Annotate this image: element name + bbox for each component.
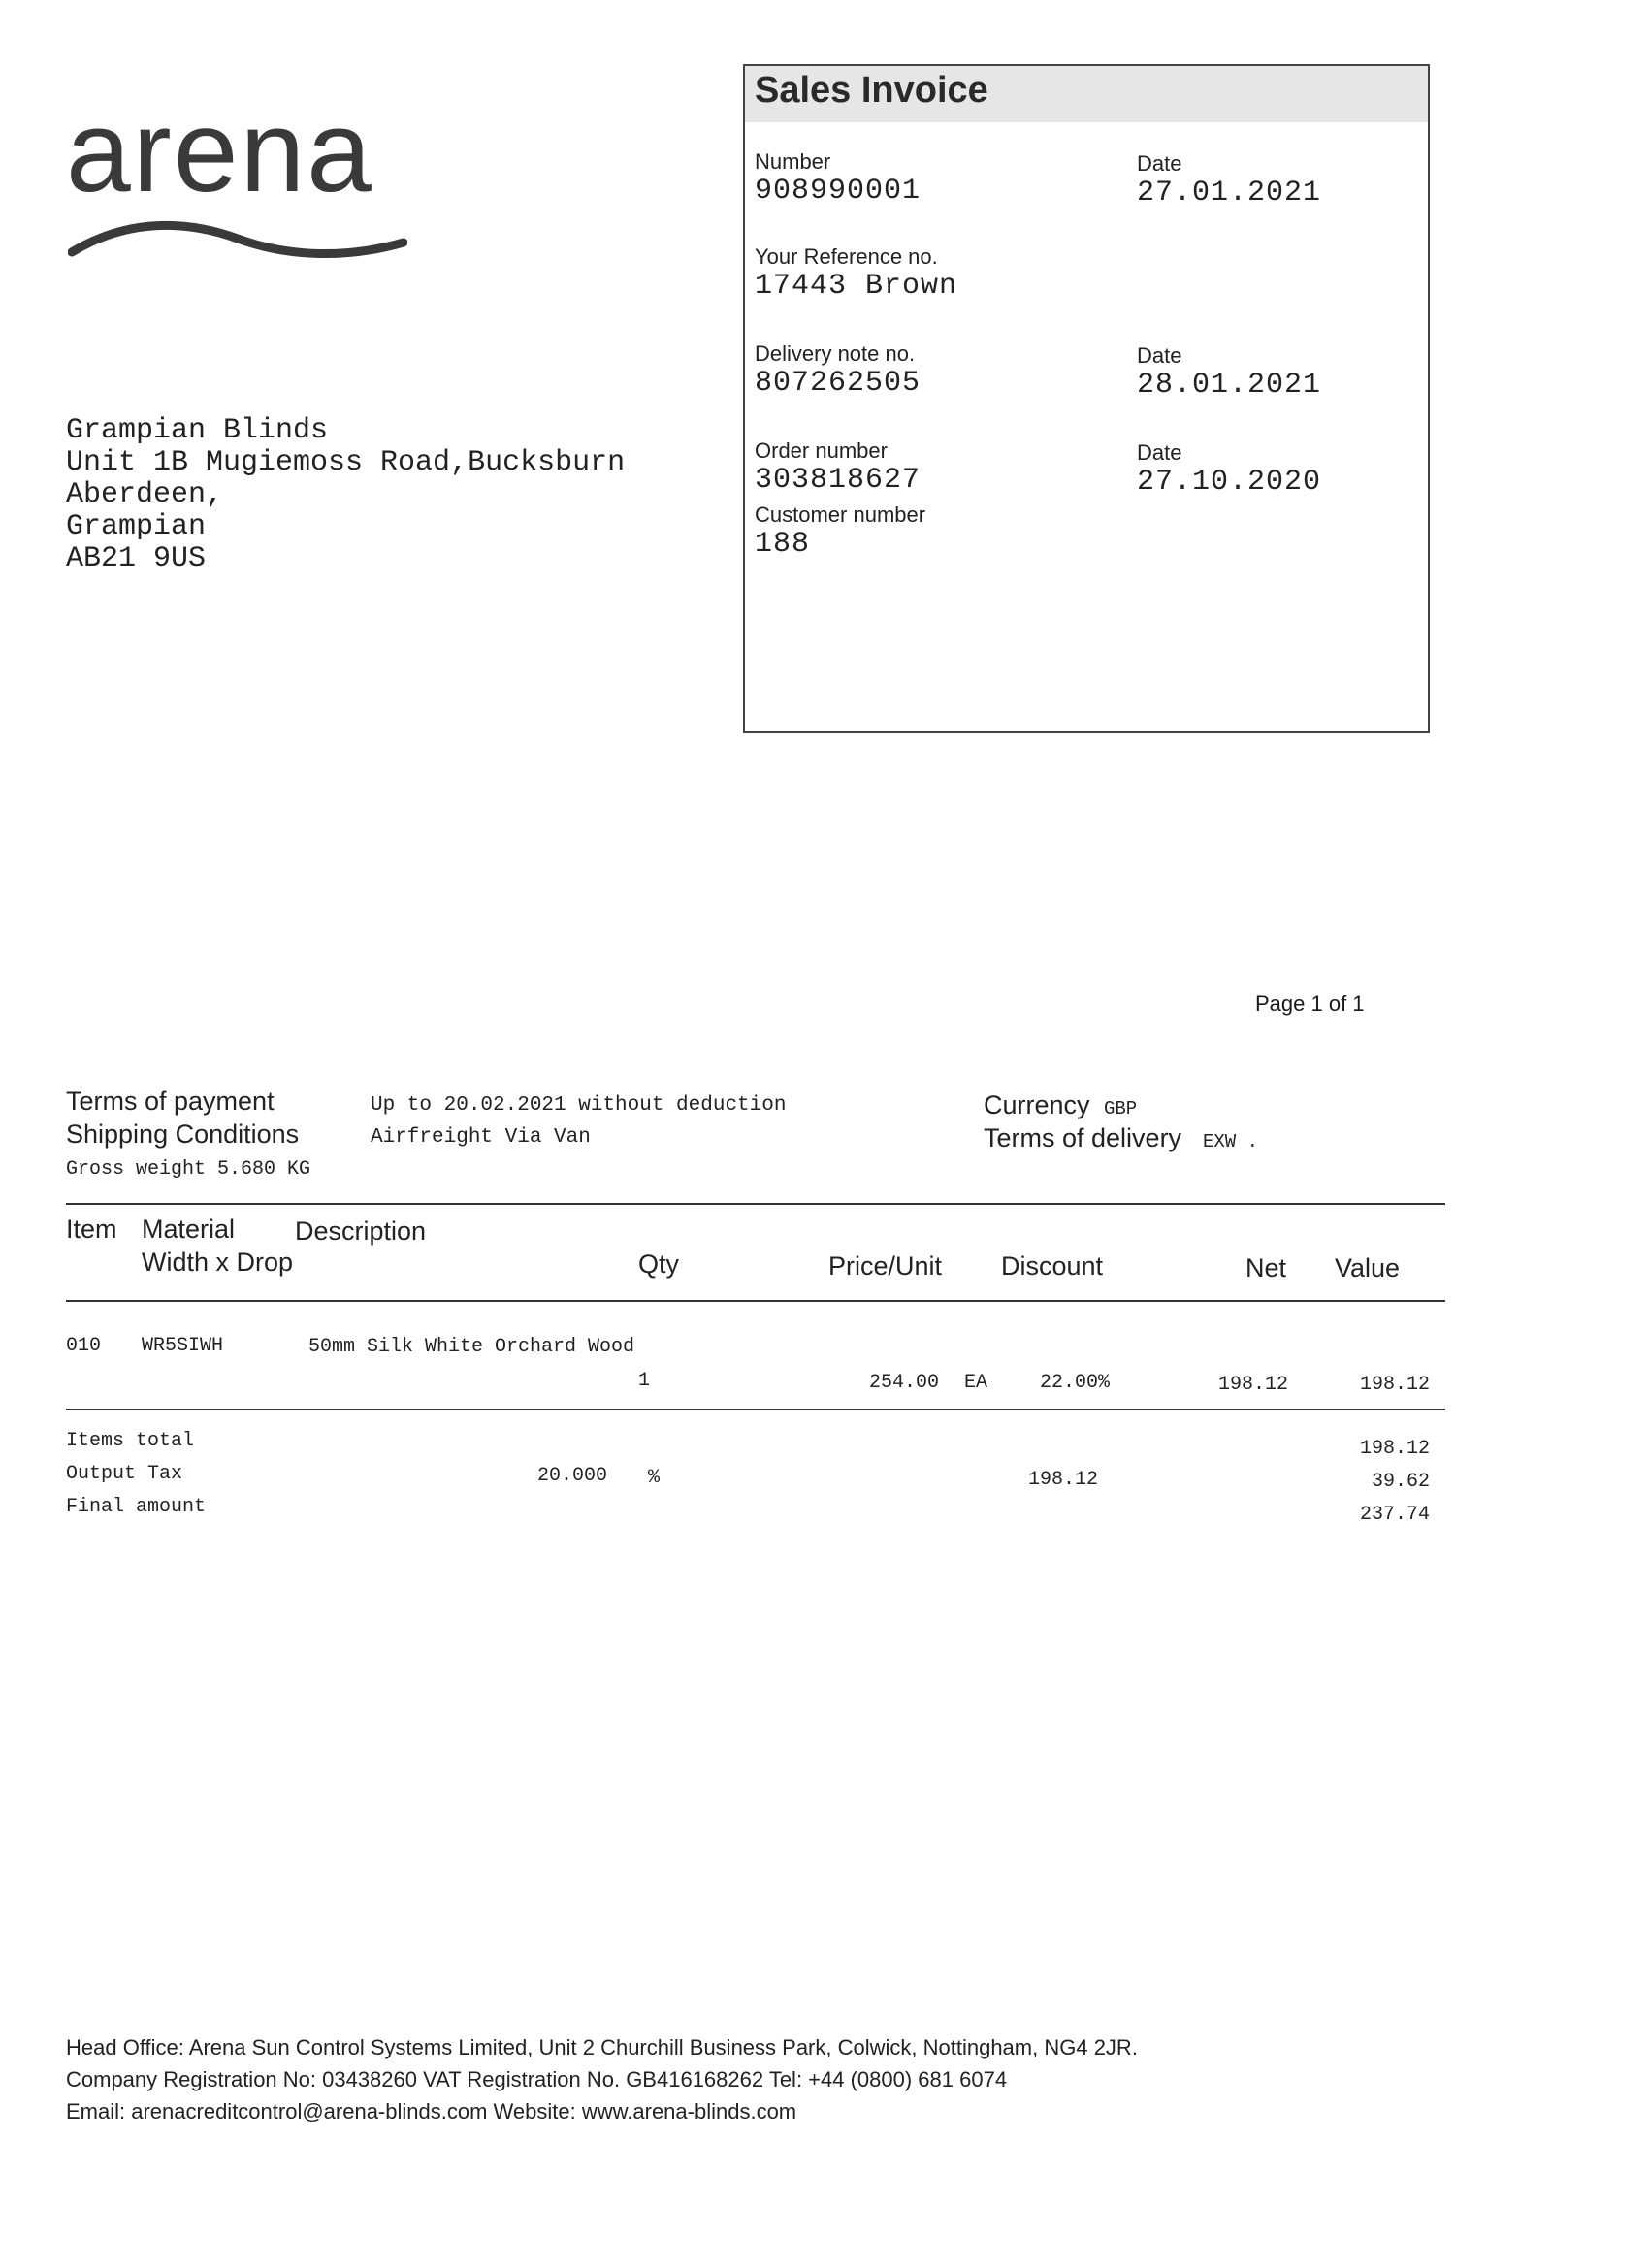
output-tax-base: 198.12 (1027, 1469, 1098, 1491)
header-net: Net (1245, 1253, 1287, 1282)
address-line: Grampian Blinds (66, 414, 329, 447)
header-width-drop: Width x Drop (142, 1247, 294, 1277)
output-tax-percent: % (648, 1467, 661, 1489)
header-description: Description (295, 1216, 427, 1246)
row-description: 50mm Silk White Orchard Wood (308, 1336, 635, 1358)
page-indicator: Page 1 of 1 (1255, 991, 1365, 1016)
address-line: Unit 1B Mugiemoss Road,Bucksburn (66, 446, 626, 479)
header-qty: Qty (638, 1249, 680, 1279)
footer-head-office: Head Office: Arena Sun Control Systems Limited, Unit 2 Churchill Business Park, Colwick, Nottingham, NG4 2JR. (66, 2035, 1138, 2059)
row-value: 198.12 (1359, 1374, 1430, 1396)
final-amount-label: Final amount (66, 1496, 207, 1518)
customer-number-label: Customer number (755, 502, 926, 527)
shipping-conditions-label: Shipping Conditions (66, 1119, 300, 1149)
invoice-number-label: Number (755, 149, 831, 174)
header-discount: Discount (1001, 1251, 1104, 1280)
terms-of-payment-label: Terms of payment (66, 1086, 275, 1116)
row-discount: 22.00% (1039, 1372, 1110, 1394)
order-number-label: Order number (755, 438, 888, 463)
delivery-date-label: Date (1137, 343, 1182, 368)
output-tax-rate: 20.000 (536, 1465, 607, 1487)
gross-weight: Gross weight 5.680 KG (66, 1158, 311, 1181)
address-line: Grampian (66, 510, 207, 543)
delivery-note-label: Delivery note no. (755, 341, 916, 366)
customer-number: 188 (755, 528, 811, 561)
divider (66, 1409, 1445, 1410)
delivery-date: 28.01.2021 (1137, 369, 1322, 402)
terms-of-payment-value: Up to 20.02.2021 without deduction (371, 1094, 787, 1117)
header-material: Material (142, 1215, 236, 1244)
logo-wave-icon (68, 215, 407, 266)
your-reference: 17443 Brown (755, 270, 958, 303)
items-total-label: Items total (66, 1430, 195, 1452)
order-date: 27.10.2020 (1137, 466, 1322, 499)
output-tax-amount: 39.62 (1371, 1471, 1430, 1493)
row-net: 198.12 (1217, 1374, 1288, 1396)
header-price-unit: Price/Unit (828, 1251, 943, 1280)
your-reference-label: Your Reference no. (755, 244, 938, 269)
terms-of-delivery-value: EXW . (1203, 1131, 1259, 1152)
footer-contact: Email: arenacreditcontrol@arena-blinds.com Website: www.arena-blinds.com (66, 2099, 797, 2123)
divider (66, 1300, 1445, 1302)
address-line: AB21 9US (66, 542, 207, 575)
row-price: 254.00 (868, 1372, 939, 1394)
shipping-conditions-value: Airfreight Via Van (371, 1126, 591, 1149)
invoice-date-label: Date (1137, 151, 1182, 176)
invoice-details-box (743, 64, 1430, 733)
final-amount-value: 237.74 (1359, 1504, 1430, 1526)
terms-of-delivery-label: Terms of delivery (984, 1123, 1182, 1152)
row-unit: EA (964, 1372, 988, 1394)
delivery-note-number: 807262505 (755, 367, 922, 400)
header-item: Item (66, 1215, 117, 1244)
footer-registration: Company Registration No: 03438260 VAT Registration No. GB416168262 Tel: +44 (0800) 681 6074 (66, 2067, 1008, 2091)
address-line: Aberdeen, (66, 478, 224, 511)
row-material: WR5SIWH (142, 1335, 224, 1357)
order-number: 303818627 (755, 464, 922, 497)
row-item: 010 (66, 1335, 102, 1357)
header-value: Value (1335, 1253, 1401, 1282)
invoice-number: 908990001 (755, 175, 922, 208)
items-total-value: 198.12 (1359, 1438, 1430, 1460)
currency-label: Currency (984, 1090, 1090, 1119)
divider (66, 1203, 1445, 1205)
order-date-label: Date (1137, 440, 1182, 465)
company-logo-text: arena (66, 86, 373, 216)
row-qty: 1 (638, 1370, 651, 1392)
output-tax-label: Output Tax (66, 1463, 183, 1485)
invoice-title: Sales Invoice (755, 70, 988, 111)
invoice-date: 27.01.2021 (1137, 177, 1322, 210)
currency-value: GBP (1104, 1098, 1138, 1119)
